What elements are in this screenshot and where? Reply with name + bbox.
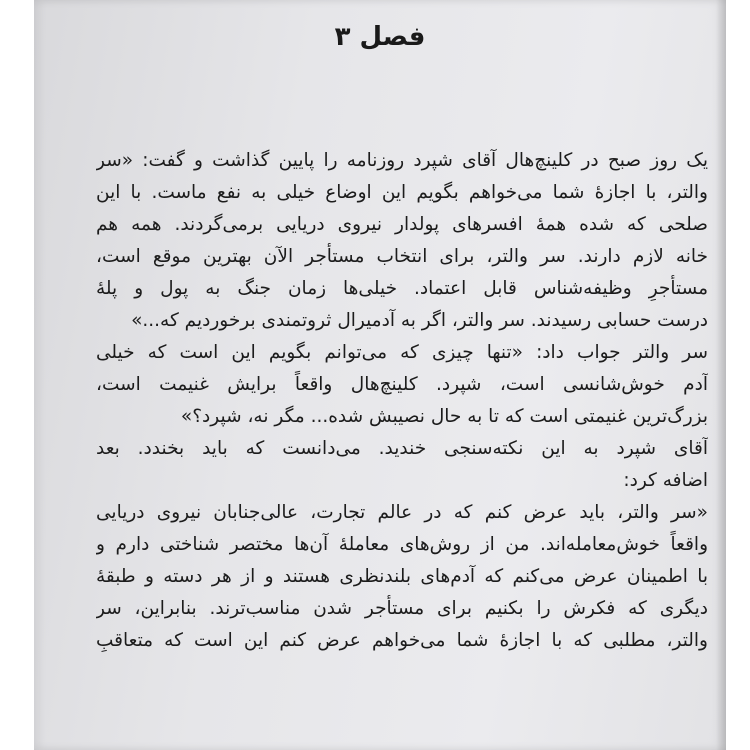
text-line: صلحی که شده همهٔ افسرهای پولدار نیروی دریایی برمی‌گردند. همه هم (96, 214, 708, 235)
text-line: با اطمینان عرض می‌کنم که آدم‌های بلندنظری هستند و از هر دسته و طبقهٔ (96, 566, 708, 587)
text-line: خانه لازم دارند. سر والتر، برای انتخاب مستأجر الآن بهترین موقع است، (96, 246, 708, 267)
text-line: یک روز صبح در کلینچ‌هال آقای شپرد روزنامه را پایین گذاشت و گفت: «سر (96, 150, 708, 171)
text-line: آقای شپرد به این نکته‌سنجی خندید. می‌دانست که باید بخندد. بعد (96, 438, 708, 459)
text-line: دیگری که فکرش را بکنیم برای مستأجر شدن مناسب‌ترند. بنابراین، سر (96, 598, 708, 619)
page-edge-shadow (716, 0, 726, 750)
chapter-title: فصل ۳ (334, 22, 426, 52)
text-line: والتر، مطلبی که با اجازهٔ شما می‌خواهم عرض کنم این است که متعاقبِ (96, 630, 708, 651)
text-line: بزرگ‌ترین غنیمتی است که تا به حال نصیبش شده... مگر نه، شپرد؟» (180, 406, 708, 427)
body-text (96, 145, 708, 657)
text-line: اضافه کرد: (623, 470, 708, 491)
text-line: مستأجرِ وظیفه‌شناس قابل اعتماد. خیلی‌ها زمان جنگ به پول و پلهٔ (96, 278, 708, 299)
text-line: درست حسابی رسیدند. سر والتر، اگر به آدمیرال ثروتمندی برخوردیم که...» (131, 310, 708, 331)
book-page (34, 0, 726, 750)
text-line: «سر والتر، باید عرض کنم که در عالم تجارت، عالی‌جنابان نیروی دریایی (96, 502, 708, 523)
text-line: واقعاً خوش‌معامله‌اند. من از روش‌های معاملهٔ آن‌ها مختصر شناختی دارم و (96, 534, 708, 555)
text-line: والتر، با اجازهٔ شما می‌خواهم بگویم این اوضاع خیلی به نفع ماست. با این (96, 182, 708, 203)
text-line: سر والتر جواب داد: «تنها چیزی که می‌توانم بگویم این است که خیلی (96, 342, 708, 363)
text-line: آدم خوش‌شانسی است، شپرد. کلینچ‌هال واقعاً برایش غنیمت است، (96, 374, 708, 395)
